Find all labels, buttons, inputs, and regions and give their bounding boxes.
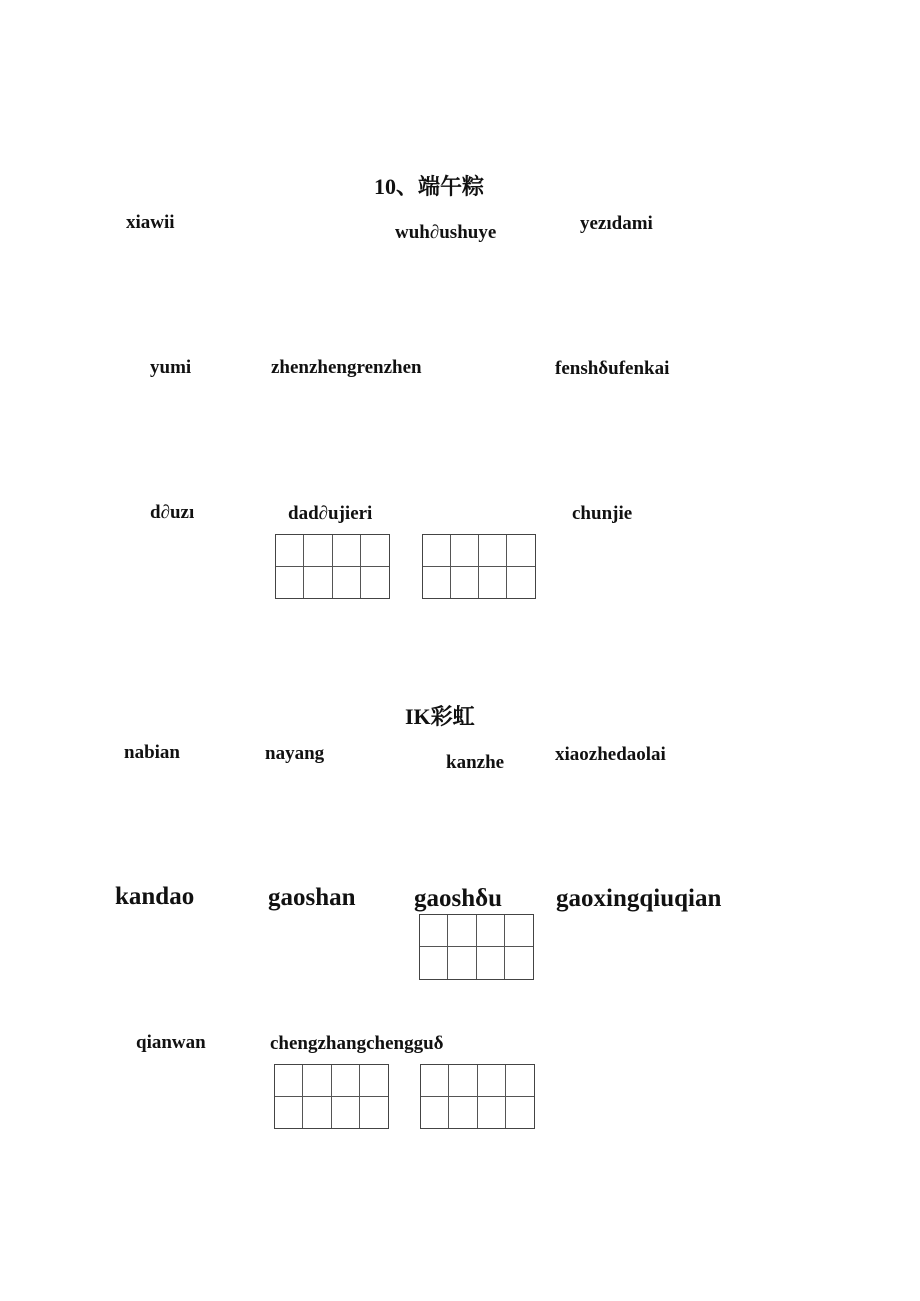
writing-grid[interactable] [275, 534, 390, 599]
pinyin-word: gaoshδu [414, 885, 503, 912]
pinyin-word: chunjie [572, 503, 633, 524]
writing-grid[interactable] [419, 914, 534, 980]
pinyin-word: fenshδufenkai [555, 358, 670, 379]
writing-grid[interactable] [422, 534, 536, 599]
pinyin-word: gaoshan [268, 884, 356, 911]
writing-grid[interactable] [274, 1064, 389, 1129]
pinyin-word: gaoxingqiuqian [556, 885, 722, 912]
pinyin-word: qianwan [136, 1032, 206, 1053]
pinyin-word: chengzhangchengguδ [270, 1033, 444, 1054]
writing-grid[interactable] [420, 1064, 535, 1129]
pinyin-word: yezıdami [580, 213, 653, 234]
pinyin-word: nabian [124, 742, 180, 763]
pinyin-word: nayang [265, 743, 325, 764]
pinyin-word: kandao [115, 883, 195, 910]
pinyin-word: dad∂ujieri [288, 503, 373, 524]
pinyin-word: kanzhe [446, 752, 505, 773]
lesson-10-title: 10、端午粽 [374, 174, 485, 199]
pinyin-word: wuh∂ushuye [395, 222, 497, 243]
pinyin-word: yumi [150, 357, 192, 378]
pinyin-word: xiawii [126, 212, 175, 233]
pinyin-word: zhenzhengrenzhen [271, 357, 422, 378]
pinyin-word: xiaozhedaolai [555, 744, 666, 765]
pinyin-word: d∂uzı [150, 502, 195, 523]
lesson-11-title: IK彩虹 [405, 704, 475, 729]
